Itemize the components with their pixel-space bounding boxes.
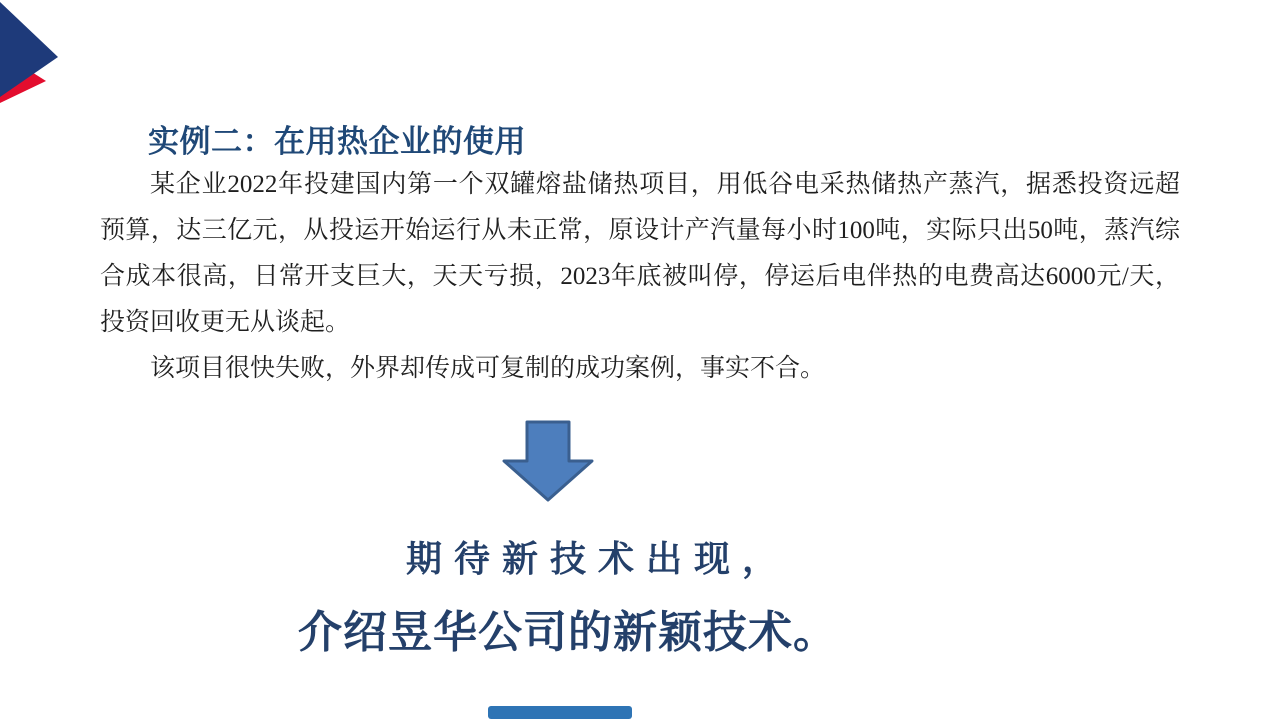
conclusion-line-2: 介绍昱华公司的新颖技术。 [298, 608, 838, 657]
body-paragraph-2: 该项目很快失败，外界却传成可复制的成功案例，事实不合。 [150, 355, 826, 382]
corner-flag-icon [0, 0, 70, 110]
body-line-1: 某企业2022年投建国内第一个双罐熔盐储热项目，用低谷电采热储热产蒸汽，据悉投资远超 [150, 171, 1180, 198]
body-line-4: 投资回收更无从谈起。 [100, 309, 351, 336]
slide-title: 实例二：在用热企业的使用 [148, 124, 526, 159]
conclusion-line-1: 期待新技术出现， [405, 538, 791, 579]
body-line-3: 合成本很高，日常开支巨大，天天亏损，2023年底被叫停，停运后电伴热的电费高达6000元/天， [100, 263, 1180, 290]
body-paragraphs [100, 162, 1180, 392]
down-arrow-icon [500, 419, 596, 505]
footer-accent-bar [488, 706, 632, 719]
body-line-2: 预算，达三亿元，从投运开始运行从未正常，原设计产汽量每小时100吨，实际只出50吨，蒸汽综 [100, 217, 1180, 244]
